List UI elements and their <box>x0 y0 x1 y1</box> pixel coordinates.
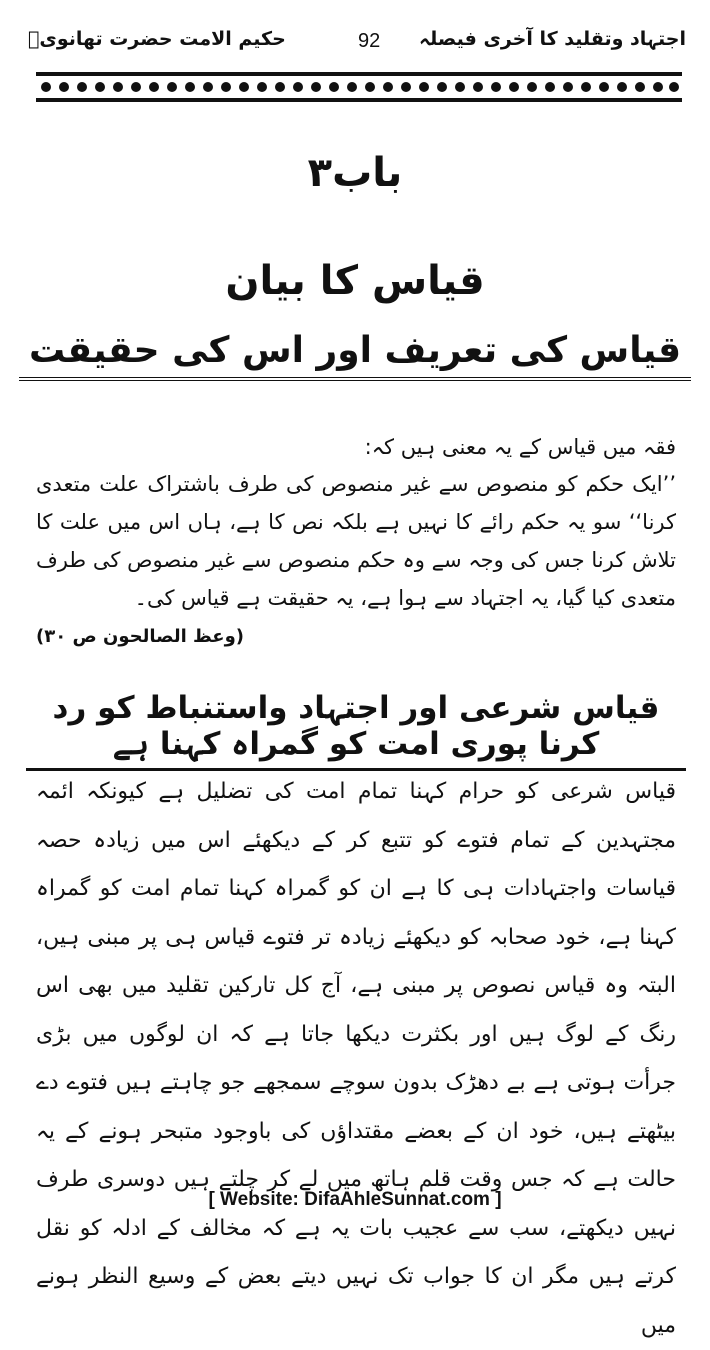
section2-heading: قیاس شرعی اور اجتہاد واستنباط کو رد کرنا پوری امت کو گمراہ کہنا ہے <box>26 690 686 771</box>
author-name: حکیم الامت حضرت تھانویؒ <box>28 28 286 50</box>
page-number: 92 <box>358 30 381 52</box>
subheading-wrap <box>0 330 710 381</box>
chapter-label: باب۳ <box>307 150 403 196</box>
book-title: اجتہاد وتقلید کا آخری فیصلہ <box>419 28 686 50</box>
chapter-topic: قیاس کا بیان <box>225 258 485 304</box>
citation: (وعظ الصالحون ص ۳۰) <box>36 626 245 647</box>
section2-body: قیاس شرعی کو حرام کہنا تمام امت کی تضلیل ہے کیونکہ ائمہ مجتہدین کے تمام فتوے کو تتبع کر کے دیکھئے اس میں زیادہ حصہ قیاسات واجتہادات ہی کا ہے ان کو گمراہ کہنا تمام امت کو گمراہ کہنا ہے، خود صحابہ کو دیکھئے زیادہ تر فتوے قیاس ہی پر مبنی ہیں، البتہ وہ قیاس نصوص پر مبنی ہے، آج کل تارکین تقلید میں بھی اس رنگ کے لوگ ہیں اور بکثرت دیکھا جاتا ہے کہ ان لوگوں میں بڑی جرأت ہوتی ہے بے دھڑک بدون سوچے سمجھے جو چاہتے ہیں فتوے دے بیٹھتے ہیں، خود ان کے بعضے مقتداؤں کی باوجود متبحر ہونے کے یہ حالت ہے کہ جس وقت قلم ہاتھ میں لے کر چلتے ہیں دوسری طرف نہیں دیکھتے، سب سے عجیب بات یہ ہے کہ مخالف کے ادلہ کو نقل کرتے ہیں مگر ان کا جواب تک نہیں دیتے بعض کے وسیع النظر ہونے میں <box>36 779 676 1338</box>
section1-intro: فقہ میں قیاس کے یہ معنی ہیں کہ: <box>364 435 676 459</box>
ornamental-rule <box>36 70 682 104</box>
website-footer: [ Website: DifaAhleSunnat.com ] <box>208 1189 502 1210</box>
running-header <box>28 22 686 62</box>
subheading: قیاس کی تعریف اور اس کی حقیقت <box>19 330 691 381</box>
section1-body: ’’ایک حکم کو منصوص سے غیر منصوص کی طرف باشتراک علت متعدی کرنا‘‘ سو یہ حکم رائے کا نہیں ہے بلکہ نص کا ہے، ہاں اس میں علت کا تلاش کرنا جس کی وجہ سے وہ حکم منصوص سے غیر منصوص کی طرف متعدی کیا گیا، یہ اجتہاد سے ہوا ہے، یہ حقیقت ہے قیاس کی۔ <box>36 472 676 610</box>
section2-heading-wrap <box>26 690 686 771</box>
